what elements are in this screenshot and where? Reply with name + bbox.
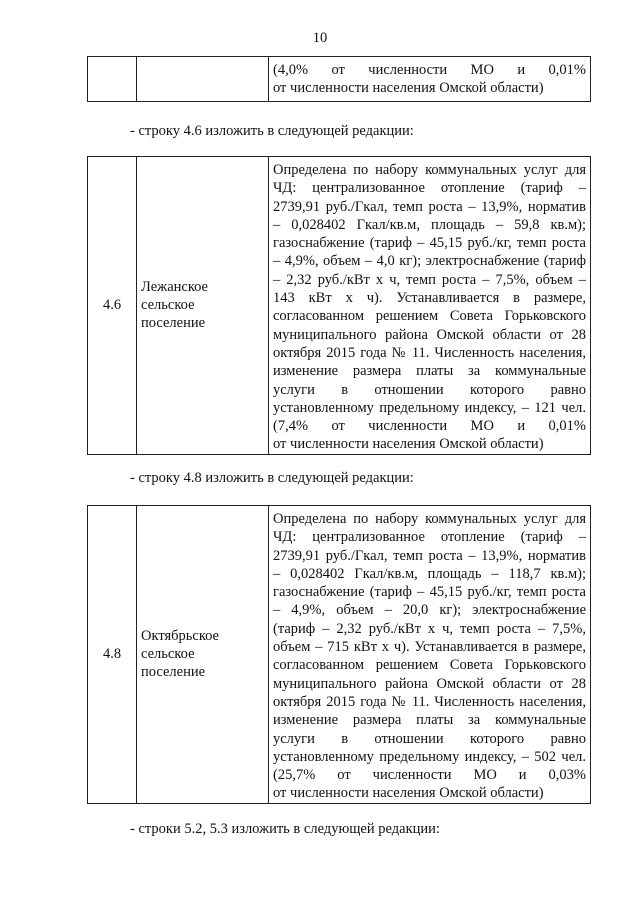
settlement-name-line: сельское [141,646,195,663]
table-row-4-8 [87,505,591,804]
row-number-cell: 4.6 [88,157,137,455]
instruction-text: - строку 4.8 изложить в следующей редакции: [130,470,414,486]
table-row [88,157,591,455]
description-line: от численности населения Омской области) [273,785,544,802]
description-line: согласованном решением Совета Горьковского [273,308,586,325]
description-line: согласованном решением Совета Горьковского [273,657,586,674]
description-line: изменение размера платы за коммунальные [273,363,586,380]
description-line: газоснабжение (тариф – 45,15 руб./кг, темп роста [273,584,586,601]
settlement-name-cell [137,157,269,455]
description-line: – 2,32 руб./кВт х ч, темп роста – 7,5%, объем – [273,271,586,288]
description-line: установленному предельному индексу, – 502 чел. [273,748,586,765]
description-line: 2739,91 руб./Гкал, темп роста – 13,9%, норматив [273,547,586,564]
description-line: – 0,028402 Гкал/кв.м, площадь – 118,7 кв.м); [273,565,586,582]
settlement-name-line: Лежанское [141,279,208,296]
description-cell [269,157,591,455]
description-line: – 4,9%, объем – 4,0 кг); электроснабжение (тариф [273,253,586,270]
description-line: (25,7% от численности МО и 0,03% [273,767,586,784]
description-line: Определена по набору коммунальных услуг для [273,511,586,527]
instruction-text: - строки 5.2, 5.3 изложить в следующей редакции: [130,821,440,837]
description-line: услуги в отношении которого равно [273,381,586,398]
description-line: 2739,91 руб./Гкал, темп роста – 13,9%, норматив [273,198,586,215]
settlement-name-cell [137,57,269,102]
table-fragment-top [87,56,591,102]
description-line: – 4,9%, объем – 20,0 кг); электроснабжение [273,602,586,619]
description-line: изменение размера платы за коммунальные [273,712,586,729]
description-line: газоснабжение (тариф – 45,15 руб./кг, темп роста [273,235,586,252]
description-line: муниципального района Омской области от 28 [273,326,586,343]
description-line: услуги в отношении которого равно [273,730,586,747]
description-line: – 0,028402 Гкал/кв.м, площадь – 59,8 кв.м); [273,216,586,233]
description-cell [269,57,591,102]
description-line: октября 2015 года № 11. Численность населения, [273,344,586,361]
description-line: октября 2015 года № 11. Численность населения, [273,693,586,710]
settlement-name-cell [137,506,269,804]
description-line: ЧД: централизованное отопление (тариф – [273,180,586,197]
row-number-cell: 4.8 [88,506,137,804]
instruction-text: - строку 4.6 изложить в следующей редакции: [130,123,414,139]
description-line: объем – 715 кВт х ч). Устанавливается в размере, [273,639,586,656]
page-number: 10 [312,30,328,46]
settlement-name-line: поселение [141,664,206,681]
description-line: (тариф – 2,32 руб./кВт х ч, темп роста – 7,5%, [273,620,586,637]
settlement-name-line: Октябрьское [141,628,219,645]
description-line: от численности населения Омской области) [273,436,544,453]
description-line: 143 кВт х ч). Устанавливается в размере, [273,290,586,307]
settlement-name-line: сельское [141,297,195,314]
settlement-name-line: поселение [141,315,206,332]
description-line: от численности населения Омской области) [273,80,544,96]
description-line: Определена по набору коммунальных услуг для [273,162,586,178]
description-line: (7,4% от численности МО и 0,01% [273,418,586,435]
description-cell [269,506,591,804]
description-line: муниципального района Омской области от 28 [273,675,586,692]
description-line: установленному предельному индексу, – 121 чел. [273,399,586,416]
description-line: ЧД: централизованное отопление (тариф – [273,529,586,546]
table-row-4-6 [87,156,591,455]
description-line: (4,0% от численности МО и 0,01% [273,61,586,78]
table-row [88,57,591,102]
row-number-cell [88,57,137,102]
table-row [88,506,591,804]
